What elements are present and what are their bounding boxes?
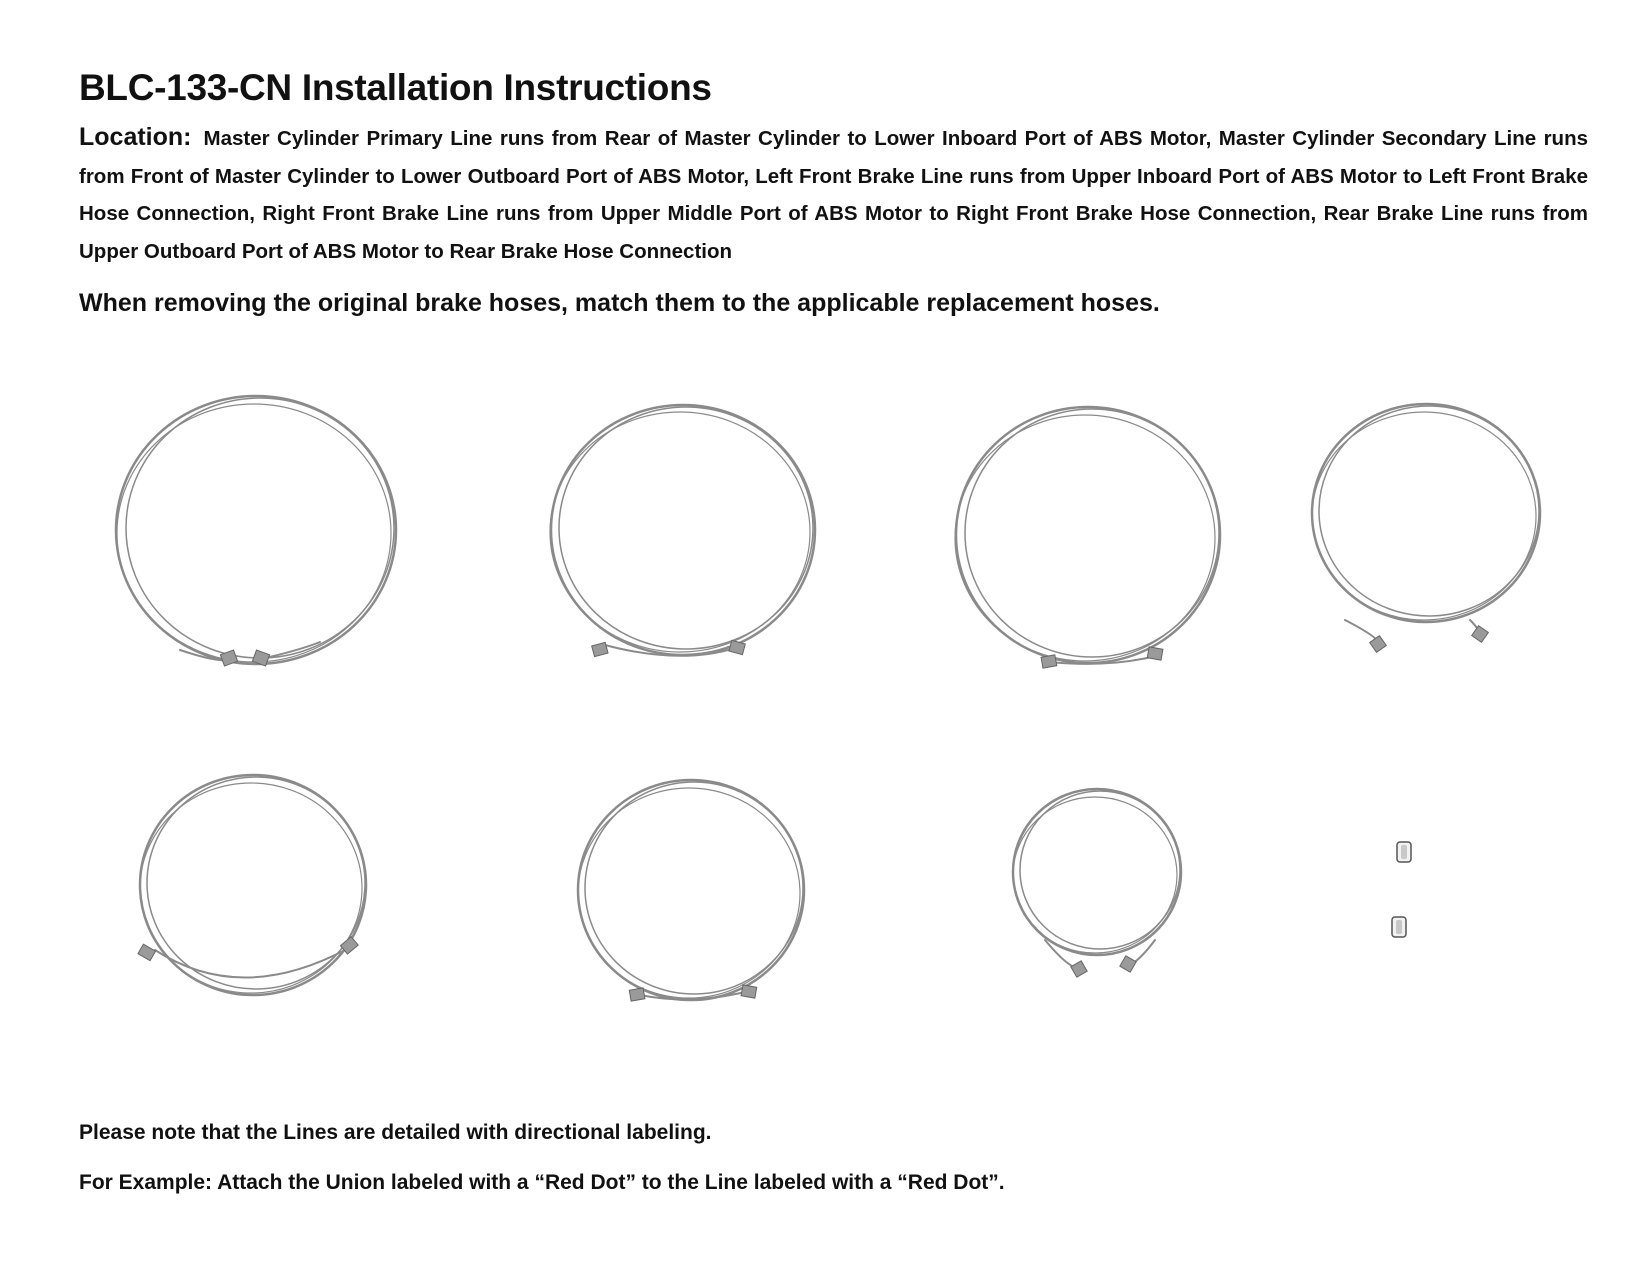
parts-illustration bbox=[0, 380, 1650, 1040]
brake-line-coil-3 bbox=[955, 407, 1220, 668]
location-label: Location: bbox=[79, 123, 192, 151]
union-fitting-2 bbox=[1392, 917, 1406, 937]
location-paragraph bbox=[79, 119, 1588, 270]
red-dot-example: For Example: Attach the Union labeled with a “Red Dot” to the Line labeled with a “Red Dot”. bbox=[79, 1171, 1005, 1194]
location-text: Master Cylinder Primary Line runs from Rear of Master Cylinder to Lower Inboard Port of ABS Motor, Master Cylinder Secondary Line runs from Front of Master Cylinder to Lower Outboard Port of ABS Motor, Left Front Brake Line runs from Upper Inboard Port of ABS Motor to Left Front Brake Hose Connection, Right Front Brake Line runs from Upper Middle Port of ABS Motor to Right Front Brake Hose Connection, Rear Brake Line runs from Upper Outboard Port of ABS Motor to Rear Brake Hose Connection bbox=[79, 127, 1588, 263]
brake-line-coil-1 bbox=[116, 396, 396, 666]
directional-labeling-note: Please note that the Lines are detailed with directional labeling. bbox=[79, 1121, 712, 1144]
union-fitting-1 bbox=[1397, 842, 1411, 862]
brake-line-coil-6 bbox=[578, 780, 804, 1001]
brake-line-coil-7 bbox=[1013, 789, 1181, 977]
brake-line-coil-2 bbox=[550, 405, 815, 657]
brake-line-coil-4 bbox=[1312, 404, 1540, 652]
hose-matching-instruction: When removing the original brake hoses, match them to the applicable replacement hoses. bbox=[79, 289, 1160, 317]
brake-lines-photo bbox=[0, 380, 1650, 1040]
brake-line-coil-5 bbox=[138, 775, 366, 995]
page-title: BLC-133-CN Installation Instructions bbox=[79, 67, 712, 108]
